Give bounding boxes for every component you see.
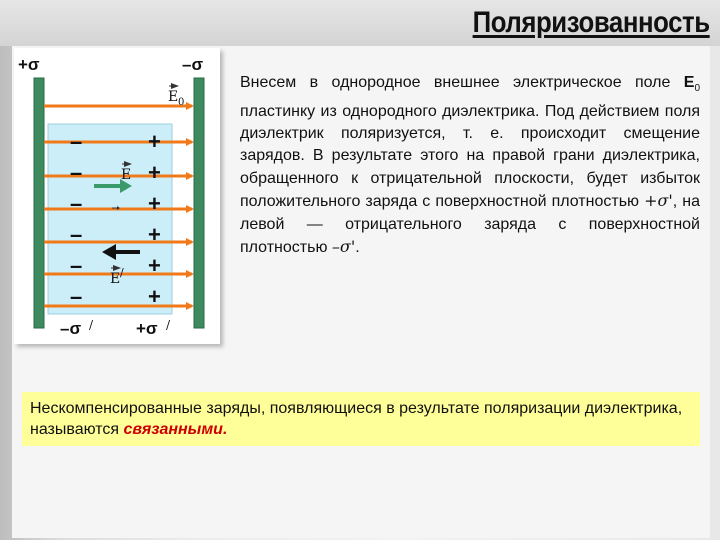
positive-plate [34,78,44,328]
neg-charge: – [70,284,83,309]
sigma-positive: +σ' [644,191,673,211]
definition-box [22,392,700,446]
definition-text [30,398,690,440]
polarization-diagram [14,48,220,344]
pos-charge: + [148,129,161,154]
negative-plate [194,78,204,328]
pos-charge: + [148,222,161,247]
bottom-left-label: –σ [60,319,82,338]
neg-charge: – [70,253,83,278]
e0-sub: 0 [178,97,185,108]
diagram-svg [14,48,220,344]
e0-term: Е [683,74,695,91]
text-part: Внесем в однородное внешнее электрическое поле [240,74,684,91]
pos-charge: + [148,191,161,216]
neg-charge: – [70,222,83,247]
explanation-paragraph [240,72,700,259]
bottom-right-label: +σ [136,319,158,338]
e-label: E [121,167,132,183]
pos-charge: + [148,284,161,309]
text-part: , на левой — отрицательного заряда с поверхностной плотностью [240,193,701,257]
slide-title: Поляризованность [472,6,710,39]
text-part: . [355,239,360,257]
left-plate-label: +σ [18,55,40,74]
right-plate-label: –σ [182,55,204,74]
e-prime-mark: / [120,266,124,279]
sigma-negative: –σ' [331,237,356,257]
pos-charge: + [148,253,161,278]
neg-charge: – [70,191,83,216]
neg-charge: – [70,160,83,185]
bottom-left-prime: / [89,318,94,332]
neg-charge: – [70,129,83,154]
text-part: пластинку из однородного диэлектрика. Под действием поля диэлектрик поляризуется, т. е. происходит смещение зарядов. В результате этого на правой грани диэлектрика, обращенного к отрицательной плоскости, будет избыток положительного заряда с поверхностной плотностью [240,102,700,211]
definition-body: Нескомпенсированные заряды, появляющиеся в результате поляризации диэлектрика, называются [30,400,683,438]
bottom-right-prime: / [166,318,171,332]
bound-charges-term: связанными. [123,421,228,438]
e-prime-label: E [110,271,121,287]
e0-label: E [168,89,179,105]
pos-charge: + [148,160,161,185]
e0-subscript: 0 [694,83,700,95]
